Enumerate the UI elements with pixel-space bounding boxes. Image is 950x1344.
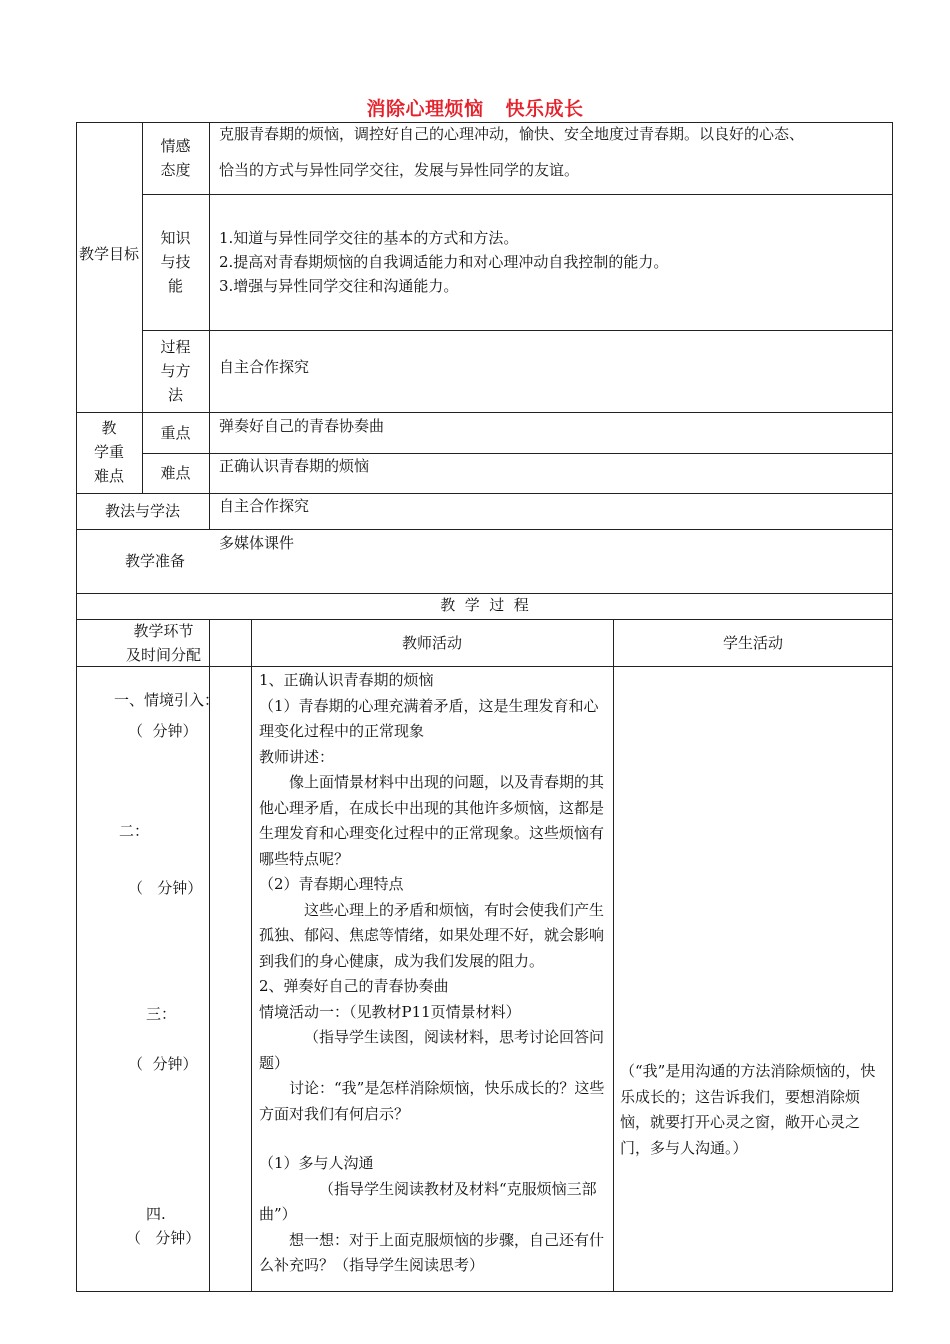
activity-line: （指导学生读图，阅读材料，思考讨论回答问题） bbox=[259, 1028, 605, 1072]
activity-line: 2、弹奏好自己的青春协奏曲 bbox=[259, 977, 449, 995]
content-line: 2.提高对青春期烦恼的自我调适能力和对心理冲动自我控制的能力。 bbox=[219, 253, 669, 271]
label-line: 与技 bbox=[160, 253, 191, 271]
rule bbox=[142, 194, 893, 195]
header-student: 学生活动 bbox=[722, 634, 783, 652]
stage-1-time: （ 分钟） bbox=[128, 722, 198, 740]
key-point-label: 重点 bbox=[160, 424, 191, 442]
label-line: 与方 bbox=[160, 362, 191, 380]
preparation-label: 教学准备 bbox=[124, 552, 185, 570]
activity-line: （1）青春期的心理充满着矛盾，这是生理发育和心理变化过程中的正常现象 bbox=[259, 696, 599, 740]
title-part-2: 快乐成长 bbox=[505, 98, 584, 120]
rule bbox=[76, 1291, 893, 1292]
student-activity: （“我”是用沟通的方法消除烦恼的，快乐成长的；这告诉我们，要想消除烦恼，就要打开心灵之窗，敞开心灵之门，多与人沟通。） bbox=[620, 1062, 876, 1157]
header-stage bbox=[76, 619, 251, 667]
teacher-activity bbox=[259, 668, 609, 1279]
label-line: 知识 bbox=[160, 229, 191, 247]
difficult-point-label: 难点 bbox=[160, 464, 191, 482]
document-title bbox=[0, 94, 950, 121]
objective-content-attitude bbox=[219, 122, 889, 182]
process-title: 教 学 过 程 bbox=[440, 596, 529, 614]
label-line: 能 bbox=[167, 277, 183, 295]
header-line: 教学环节 bbox=[133, 622, 194, 640]
key-points-label bbox=[76, 416, 142, 488]
activity-line: （1）多与人沟通 bbox=[259, 1154, 374, 1172]
rule bbox=[613, 619, 614, 1291]
stage-1-name: 一、情境引入： bbox=[114, 691, 220, 709]
content-line: 克服青春期的烦恼，调控好自己的心理冲动，愉快、安全地度过青春期。以良好的心态、 bbox=[219, 125, 805, 143]
label-line: 教 bbox=[101, 419, 117, 437]
rule bbox=[892, 122, 893, 1292]
activity-line: 像上面情景材料中出现的问题，以及青春期的其他心理矛盾，在成长中出现的其他许多烦恼，这都是生理发育和心理变化过程中的正常现象。这些烦恼有哪些特点呢？ bbox=[259, 773, 605, 868]
label-line: 难点 bbox=[93, 467, 124, 485]
activity-line: （指导学生阅读教材及材料“克服烦恼三部曲”） bbox=[259, 1179, 597, 1223]
stage-4-time: （ 分钟） bbox=[126, 1229, 201, 1247]
rule bbox=[209, 619, 210, 1291]
activity-line: 这些心理上的矛盾和烦恼，有时会使我们产生孤独、郁闷、焦虑等情绪，如果处理不好，就会影响到我们的身心健康，成为我们发展的阻力。 bbox=[259, 900, 605, 970]
header-teacher: 教师活动 bbox=[401, 634, 462, 652]
content-line: 1.知道与异性同学交往的基本的方式和方法。 bbox=[219, 229, 519, 247]
label-line: 法 bbox=[167, 386, 183, 404]
rule bbox=[76, 122, 77, 1292]
stage-2-time: （ 分钟） bbox=[128, 879, 203, 897]
activity-line: 教师讲述： bbox=[259, 747, 335, 766]
rule bbox=[76, 529, 893, 530]
stage-3-time: （ 分钟） bbox=[128, 1055, 198, 1073]
content-line: 3.增强与异性同学交往和沟通能力。 bbox=[219, 277, 459, 295]
label-line: 学重 bbox=[93, 443, 124, 461]
objective-label-knowledge bbox=[142, 226, 209, 298]
rule bbox=[76, 412, 893, 413]
activity-line: 讨论：“我”是怎样消除烦恼，快乐成长的？这些方面对我们有何启示？ bbox=[259, 1079, 605, 1123]
difficult-point-content: 正确认识青春期的烦恼 bbox=[219, 457, 370, 475]
label-line: 态度 bbox=[160, 161, 191, 179]
methods-content: 自主合作探究 bbox=[219, 497, 310, 515]
label-line: 过程 bbox=[160, 338, 191, 356]
rule bbox=[251, 619, 252, 1291]
activity-line: 1、正确认识青春期的烦恼 bbox=[259, 671, 434, 689]
title-part-1: 消除心理烦恼 bbox=[366, 98, 484, 120]
activity-line: 想一想：对于上面克服烦恼的步骤，自己还有什么补充吗？（指导学生阅读思考） bbox=[259, 1230, 605, 1274]
lesson-plan-table bbox=[76, 122, 893, 1292]
rule bbox=[142, 330, 893, 331]
objective-content-knowledge bbox=[219, 226, 889, 298]
preparation-content: 多媒体课件 bbox=[219, 534, 295, 552]
methods-label: 教法与学法 bbox=[104, 502, 180, 520]
label-line: 情感 bbox=[160, 137, 191, 155]
key-point-content: 弹奏好自己的青春协奏曲 bbox=[219, 417, 385, 435]
stage-2-name: 二： bbox=[119, 822, 150, 840]
activity-line: （2）青春期心理特点 bbox=[259, 875, 404, 893]
stage-4-name: 四. bbox=[146, 1205, 166, 1223]
objectives-label: 教学目标 bbox=[78, 245, 139, 263]
objective-label-attitude bbox=[142, 134, 209, 182]
activity-line: 情境活动一：（见教材P11页情景材料） bbox=[259, 1002, 521, 1021]
content-line: 恰当的方式与异性同学交往，发展与异性同学的友谊。 bbox=[219, 161, 580, 179]
activity-blank-line bbox=[259, 1127, 609, 1151]
stage-3-name: 三： bbox=[146, 1005, 177, 1023]
objective-label-process bbox=[142, 335, 209, 407]
rule bbox=[209, 122, 210, 529]
header-line: 及时间分配 bbox=[125, 646, 201, 664]
objective-content-process: 自主合作探究 bbox=[219, 358, 310, 376]
